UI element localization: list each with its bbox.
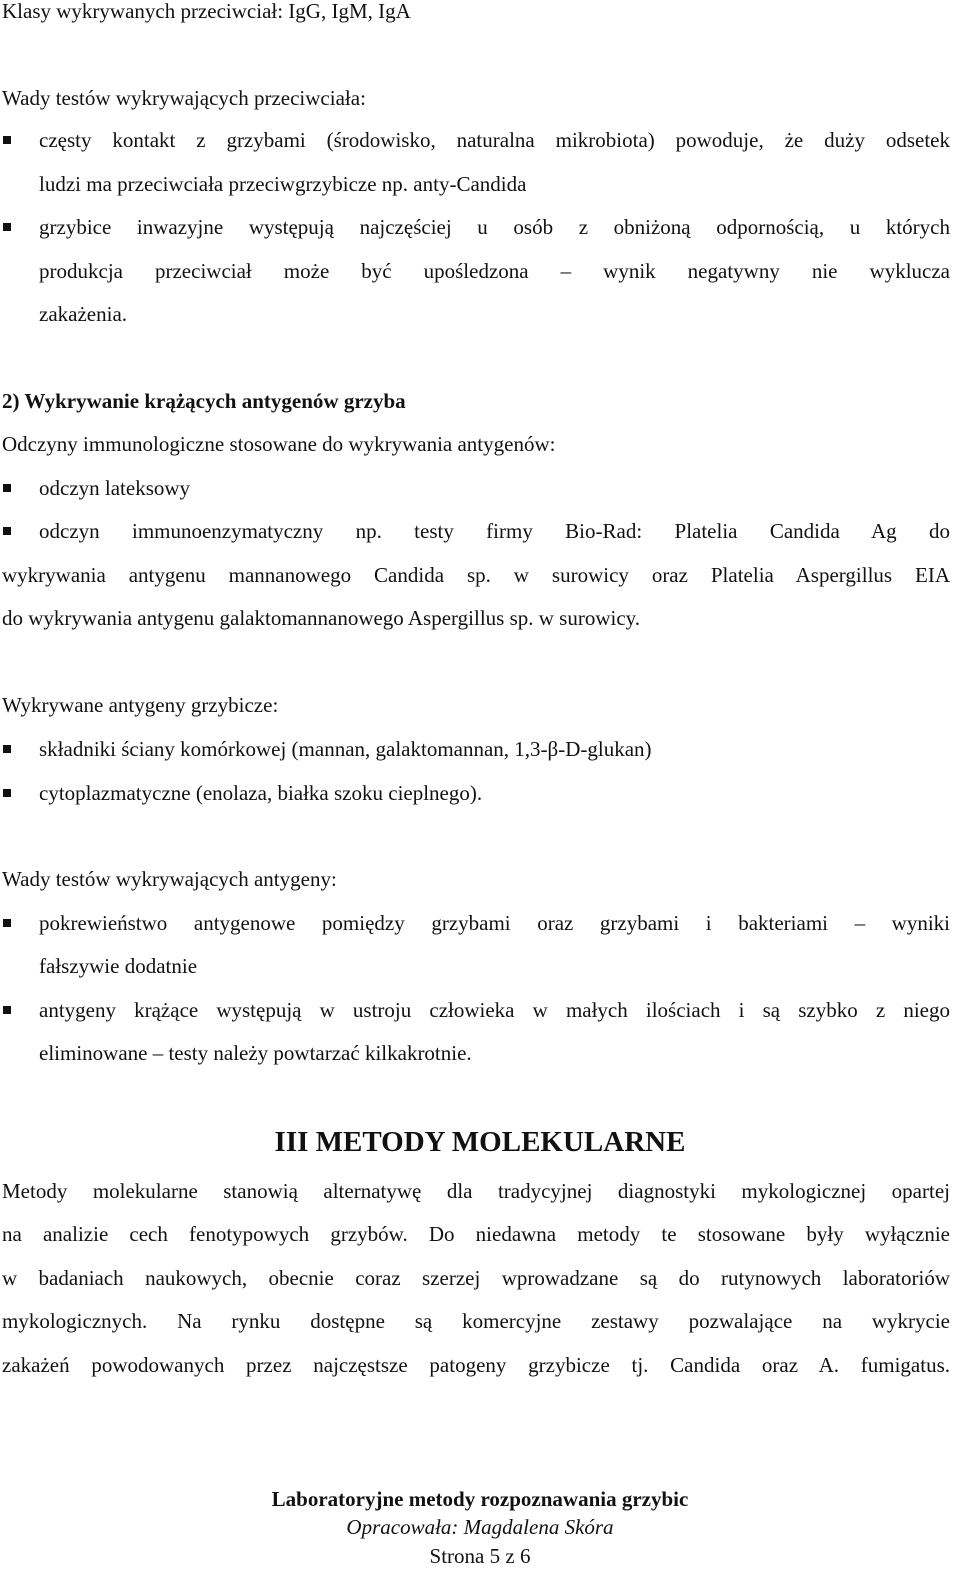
list-item: cytoplazmatyczne (enolaza, białka szoku cieplnego). xyxy=(39,781,483,805)
text-line: fałszywie dodatnie xyxy=(39,954,198,978)
text-line: zakażenia. xyxy=(39,302,128,326)
text-line: produkcja przeciwciał może być upośledzona – wynik negatywny nie wyklucza xyxy=(39,259,950,283)
text-line-wrap xyxy=(39,258,950,284)
list-item xyxy=(39,518,950,544)
antigen-drawbacks-heading: Wady testów wykrywających antygeny: xyxy=(2,867,337,891)
section-heading: 2) Wykrywanie krążących antygenów grzyba xyxy=(2,389,406,413)
text-line: zakażeń powodowanych przez najczęstsze patogeny grzybicze tj. Candida oraz A. fumigatus. xyxy=(2,1353,950,1377)
text-line: grzybice inwazyjne występują najczęściej u osób z obniżoną odpornością, u których xyxy=(39,215,950,239)
footer-title: Laboratoryjne metody rozpoznawania grzybic xyxy=(271,1487,689,1511)
text-line: pokrewieństwo antygenowe pomiędzy grzybami oraz grzybami i bakteriami – wyniki xyxy=(39,911,950,935)
text-line: Metody molekularne stanowią alternatywę dla tradycyjnej diagnostyki mykologicznej opartej xyxy=(2,1179,950,1203)
text-line: do wykrywania antygenu galaktomannanowego Aspergillus sp. w surowicy. xyxy=(2,606,641,630)
bullet-marker xyxy=(3,527,11,535)
bullet-marker xyxy=(3,484,11,492)
text-line: mykologicznych. Na rynku dostępne są komercyjne zestawy pozwalające na wykrycie xyxy=(2,1309,950,1333)
text-line: na analizie cech fenotypowych grzybów. Do niedawna metody te stosowane były wyłącznie xyxy=(2,1222,950,1246)
bullet-marker xyxy=(3,745,11,753)
list-item: składniki ściany komórkowej (mannan, galaktomannan, 1,3-β-D-glukan) xyxy=(39,737,652,761)
antibody-drawback-item-2 xyxy=(39,214,950,240)
footer-author: Opracowała: Magdalena Skóra xyxy=(346,1515,614,1539)
text-line: eliminowane – testy należy powtarzać kilkakrotnie. xyxy=(39,1041,472,1065)
bullet-marker xyxy=(3,789,11,797)
paragraph-line xyxy=(2,1221,950,1247)
text-line-wrap xyxy=(2,562,950,588)
text-line: wykrywania antygenu mannanowego Candida sp. w surowicy oraz Platelia Aspergillus EIA xyxy=(2,563,950,587)
page-header-text: Klasy wykrywanych przeciwciał: IgG, IgM, IgA xyxy=(2,0,411,23)
text-line: w badaniach naukowych, obecnie coraz szerzej wprowadzane są do rutynowych laboratoriów xyxy=(2,1266,950,1290)
antibody-drawbacks-heading: Wady testów wykrywających przeciwciała: xyxy=(2,86,366,110)
text-line: antygeny krążące występują w ustroju człowieka w małych ilościach i są szybko z niego xyxy=(39,998,950,1022)
paragraph-line xyxy=(2,1178,950,1204)
list-item: odczyn lateksowy xyxy=(39,476,191,500)
antigens-heading: Wykrywane antygeny grzybicze: xyxy=(2,693,279,717)
list-item xyxy=(39,910,950,936)
text-line: ludzi ma przeciwciała przeciwgrzybicze np. anty-Candida xyxy=(39,172,527,196)
antibody-drawback-item-1 xyxy=(39,127,950,153)
list-item xyxy=(39,997,950,1023)
section-title: III METODY MOLEKULARNE xyxy=(274,1126,686,1158)
paragraph-line xyxy=(2,1308,950,1334)
bullet-marker xyxy=(3,136,11,144)
paragraph-line xyxy=(2,1265,950,1291)
text-line: odczyn immunoenzymatyczny np. testy firmy Bio-Rad: Platelia Candida Ag do xyxy=(39,519,950,543)
page-number: Strona 5 z 6 xyxy=(429,1544,531,1568)
bullet-marker xyxy=(3,919,11,927)
text-line: częsty kontakt z grzybami (środowisko, naturalna mikrobiota) powoduje, że duży odsetek xyxy=(39,128,950,152)
bullet-marker xyxy=(3,1006,11,1014)
bullet-marker xyxy=(3,223,11,231)
section-intro: Odczyny immunologiczne stosowane do wykrywania antygenów: xyxy=(2,432,556,456)
paragraph-line xyxy=(2,1352,950,1378)
